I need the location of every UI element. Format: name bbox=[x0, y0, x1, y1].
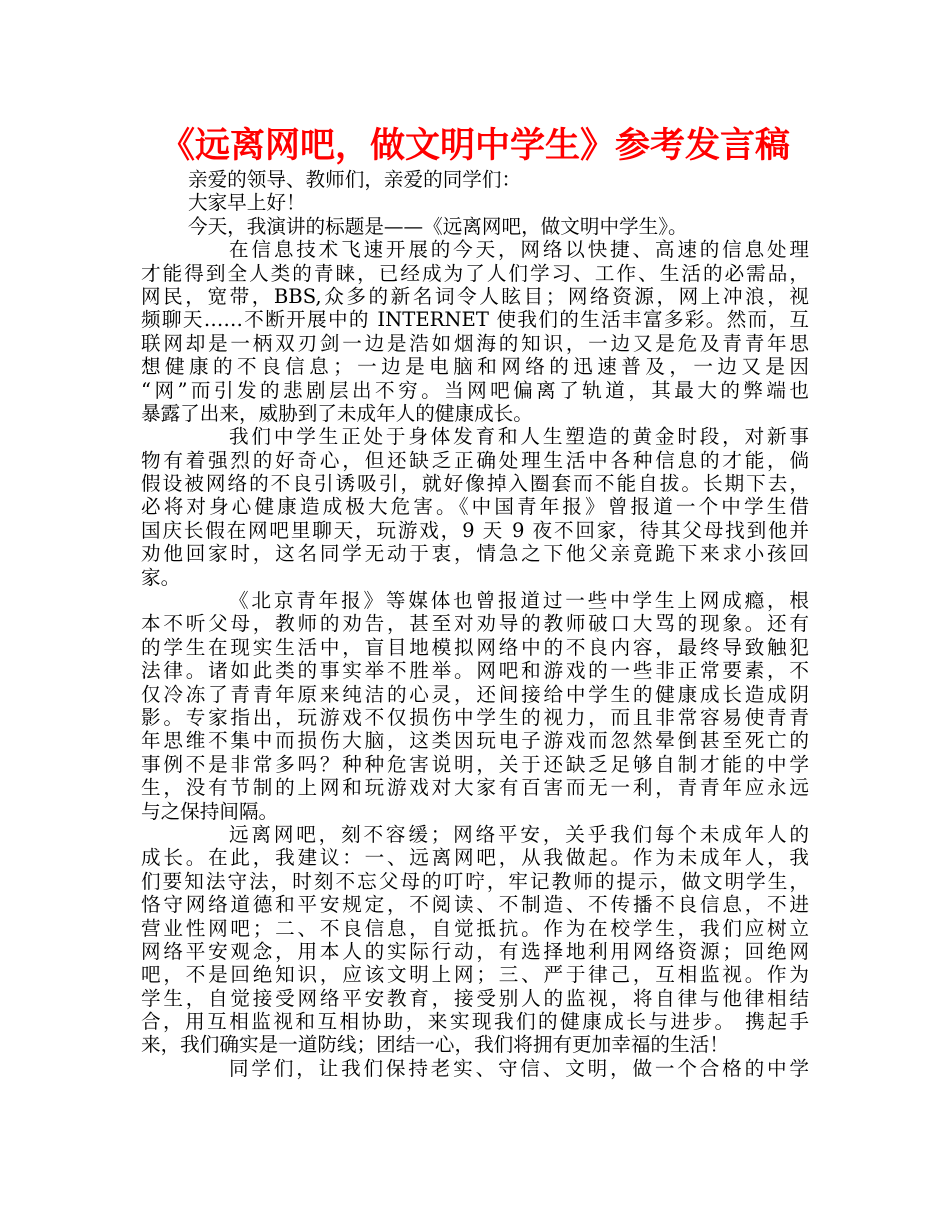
paragraph-1-line: 在信息技术飞速开展的今天，网络以快捷、高速的信息处理 bbox=[229, 238, 809, 262]
paragraph-4-line: 恪守网络道德和平安规定，不阅读、不制造、不传播不良信息，不进 bbox=[141, 893, 809, 917]
paragraph-2-line: 假设被网络的不良引诱吸引，就好像掉入圈套而不能自拔。长期下去， bbox=[141, 472, 809, 496]
paragraph-3-line: 仅冷冻了青青年原来纯洁的心灵，还间接给中学生的健康成长造成阴 bbox=[141, 682, 809, 706]
paragraph-4-line: 来，我们确实是一道防线；团结一心，我们将拥有更加幸福的生活！ bbox=[141, 1033, 729, 1057]
paragraph-4-line: 们要知法守法，时刻不忘父母的叮咛，牢记教师的提示，做文明学生， bbox=[141, 869, 809, 893]
greeting-line: 亲爱的领导、教师们，亲爱的同学们： bbox=[188, 168, 522, 191]
paragraph-4-line: 远离网吧，刻不容缓；网络平安，关乎我们每个未成年人的 bbox=[229, 822, 809, 846]
paragraph-2-line: 国庆长假在网吧里聊天，玩游戏，9 天 9 夜不回家，待其父母找到他并 bbox=[141, 518, 809, 542]
paragraph-1-line: 网民，宽带，BBS,众多的新名词令人眩目；网络资源，网上冲浪，视 bbox=[141, 284, 809, 308]
paragraph-3-line: 年思维不集中而损伤大脑，这类因玩电子游戏而忽然晕倒甚至死亡的 bbox=[141, 729, 809, 753]
paragraph-5-line: 同学们，让我们保持老实、守信、文明，做一个合格的中学 bbox=[229, 1056, 809, 1080]
paragraph-2-line: 物有着强烈的好奇心，但还缺乏正确处理生活中各种信息的才能，倘 bbox=[141, 448, 809, 472]
paragraph-3-line: 法律。诸如此类的事实举不胜举。网吧和游戏的一些非正常要素，不 bbox=[141, 659, 809, 683]
greeting-line: 大家早上好！ bbox=[188, 191, 306, 215]
paragraph-3-line: 与之保持间隔。 bbox=[141, 799, 279, 823]
paragraph-3-line: 生，没有节制的上网和玩游戏对大家有百害而无一利，青青年应永远 bbox=[141, 776, 809, 800]
paragraph-3-line: 影。专家指出，玩游戏不仅损伤中学生的视力，而且非常容易使青青 bbox=[141, 705, 809, 729]
paragraph-2-line: 家。 bbox=[141, 565, 181, 589]
paragraph-4-line: 合，用互相监视和互相协助，来实现我们的健康成长与进步。 携起手 bbox=[141, 1010, 809, 1034]
paragraph-2-line: 我们中学生正处于身体发育和人生塑造的黄金时段，对新事 bbox=[229, 425, 809, 449]
paragraph-2-line: 必将对身心健康造成极大危害。《中国青年报》曾报道一个中学生借 bbox=[141, 495, 809, 519]
paragraph-3-line: 《北京青年报》等媒体也曾报道过一些中学生上网成瘾，根 bbox=[229, 589, 809, 613]
paragraph-4-line: 网络平安观念，用本人的实际行动，有选择地利用网络资源；回绝网 bbox=[141, 939, 809, 963]
paragraph-3-line: 的学生在现实生活中，盲目地模拟网络中的不良内容，最终导致触犯 bbox=[141, 635, 809, 659]
paragraph-1-line: “网”而引发的悲剧层出不穷。当网吧偏离了轨道，其最大的弊端也 bbox=[141, 378, 809, 402]
paragraph-1-line: 频聊天……不断开展中的 INTERNET 使我们的生活丰富多彩。然而，互 bbox=[141, 308, 809, 332]
paragraph-2-line: 劝他回家时，这名同学无动于衷，情急之下他父亲竟跪下来求小孩回 bbox=[141, 542, 809, 566]
paragraph-4-line: 营业性网吧；二、不良信息，自觉抵抗。作为在校学生，我们应树立 bbox=[141, 916, 809, 940]
paragraph-4-line: 成长。在此，我建议：一、远离网吧，从我做起。作为未成年人，我 bbox=[141, 846, 809, 870]
document-body bbox=[141, 168, 809, 1080]
paragraph-4-line: 学生，自觉接受网络平安教育，接受别人的监视，将自律与他律相结 bbox=[141, 986, 809, 1010]
paragraph-1-line: 才能得到全人类的青睐，已经成为了人们学习、工作、生活的必需品， bbox=[141, 261, 809, 285]
paragraph-4-line: 吧，不是回绝知识，应该文明上网；三、严于律己，互相监视。作为 bbox=[141, 963, 809, 987]
paragraph-1-line: 想健康的不良信息；一边是电脑和网络的迅速普及，一边又是因 bbox=[141, 355, 809, 379]
greeting-line: 今天，我演讲的标题是——《远离网吧，做文明中学生》。 bbox=[188, 214, 688, 238]
paragraph-1-line: 暴露了出来，威胁到了未成年人的健康成长。 bbox=[141, 401, 533, 425]
paragraph-1-line: 联网却是一柄双刃剑一边是浩如烟海的知识，一边又是危及青青年思 bbox=[141, 331, 809, 355]
paragraph-3-line: 本不听父母，教师的劝告，甚至对劝导的教师破口大骂的现象。还有 bbox=[141, 612, 809, 636]
document-title: 《远离网吧，做文明中学生》参考发言稿 bbox=[159, 126, 790, 166]
paragraph-3-line: 事例不是非常多吗？种种危害说明，关于还缺乏足够自制才能的中学 bbox=[141, 752, 809, 776]
